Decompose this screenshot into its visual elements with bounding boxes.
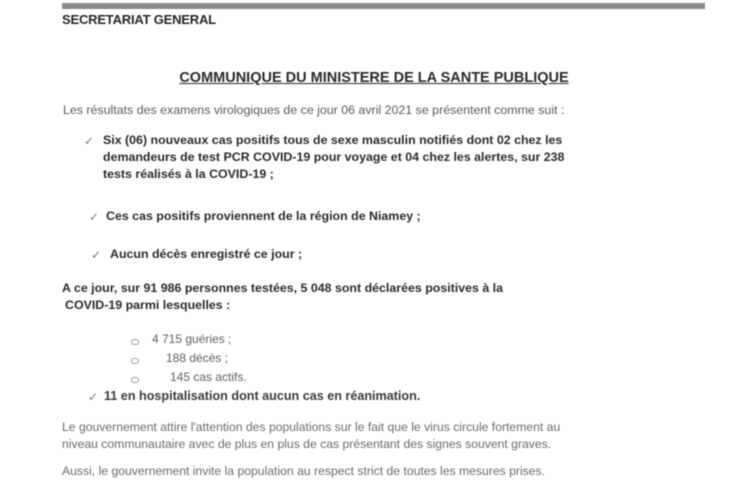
document-title [0,70,736,86]
closing-paragraph-2: Aussi, le gouvernement invite la population au respect strict de toutes les mesures prises. [62,464,546,478]
circle-bullet-icon [131,377,139,383]
document-title-text: COMMUNIQUE DU MINISTERE DE LA SANTE PUBLIQUE [179,70,569,86]
bullet-1-line-1: Six (06) nouveaux cas positifs tous de sexe masculin notifiés dont 02 chez les [103,133,563,147]
hospitalisation-text: 11 en hospitalisation dont aucun cas en réanimation. [104,389,421,403]
circle-bullet-icon [131,339,139,345]
header-rule [62,3,705,9]
organization-label: SECRETARIAT GENERAL [62,12,216,27]
recovered-count: 4 715 guéries ; [152,332,232,346]
check-icon: ✓ [89,210,100,224]
closing-paragraph-1-line-1: Le gouvernement attire l'attention des populations sur le fait que le virus circule fortement au [62,420,561,434]
cumulative-line-1: A ce jour, sur 91 986 personnes testées, 5 048 sont déclarées positives à la [62,281,504,295]
deaths-count: 188 décès ; [166,351,229,365]
closing-paragraph-1-line-2: niveau communautaire avec de plus en plus de cas présentant des signes souvent graves. [62,437,552,451]
check-icon: ✓ [88,390,99,404]
check-icon: ✓ [84,134,95,148]
active-cases-count: 145 cas actifs. [170,370,247,384]
bullet-1-line-3: tests réalisés à la COVID-19 ; [103,167,274,181]
bullet-3-text: Aucun décès enregistré ce jour ; [110,247,303,261]
circle-bullet-icon [131,358,139,364]
cumulative-line-2: COVID-19 parmi lesquelles : [65,298,231,312]
bullet-1-line-2: demandeurs de test PCR COVID-19 pour voyage et 04 chez les alertes, sur 238 [103,150,565,164]
intro-text: Les résultats des examens virologiques de ce jour 06 avril 2021 se présentent comme suit : [63,103,565,117]
bullet-2-text: Ces cas positifs proviennent de la région de Niamey ; [106,209,421,223]
check-icon: ✓ [91,248,102,262]
